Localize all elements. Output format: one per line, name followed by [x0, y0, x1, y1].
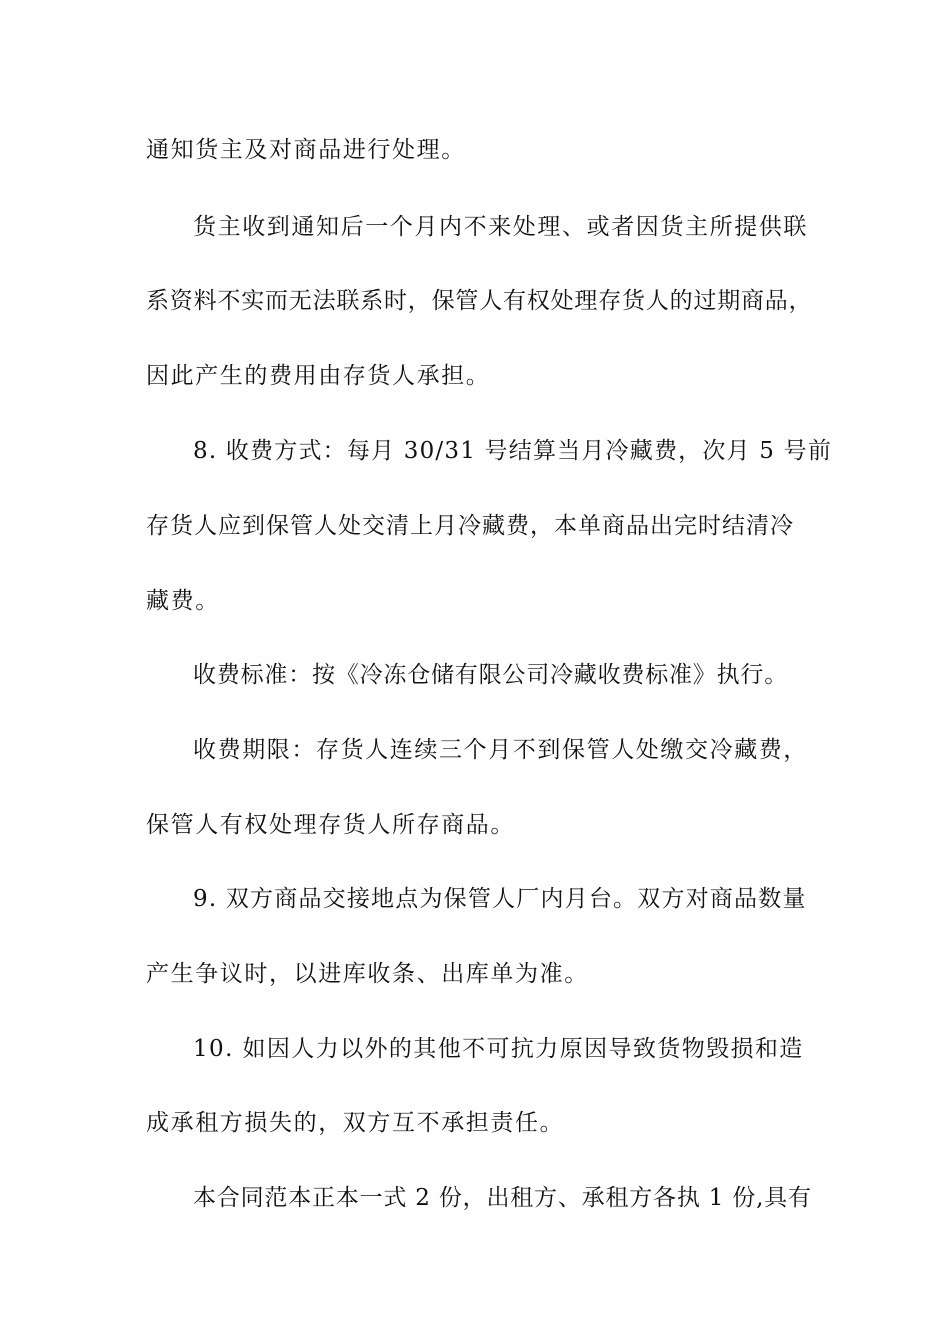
paragraph-line: 因此产生的费用由存货人承担。 — [146, 363, 491, 389]
paragraph-line: 8. 收费方式：每月 30/31 号结算当月冷藏费，次月 5 号前 — [193, 438, 833, 464]
paragraph-line: 收费期限：存货人连续三个月不到保管人处缴交冷藏费， — [193, 737, 808, 763]
paragraph-line: 本合同范本正本一式 2 份，出租方、承租方各执 1 份,具有 — [193, 1185, 812, 1211]
paragraph-line: 通知货主及对商品进行处理。 — [146, 137, 466, 163]
paragraph-line: 保管人有权处理存货人所存商品。 — [146, 812, 515, 838]
paragraph-line: 9. 双方商品交接地点为保管人厂内月台。双方对商品数量 — [193, 886, 807, 912]
paragraph-line: 存货人应到保管人处交清上月冷藏费，本单商品出完时结清冷 — [146, 513, 794, 539]
paragraph-line: 收费标准：按《冷冻仓储有限公司冷藏收费标准》执行。 — [193, 662, 788, 688]
paragraph-line: 产生争议时，以进库收条、出库单为准。 — [146, 961, 589, 987]
paragraph-line: 系资料不实而无法联系时，保管人有权处理存货人的过期商品， — [146, 288, 813, 314]
paragraph-line: 成承租方损失的，双方互不承担责任。 — [146, 1110, 565, 1136]
paragraph-line: 货主收到通知后一个月内不来处理、或者因货主所提供联 — [193, 214, 808, 240]
paragraph-line: 藏费。 — [146, 588, 220, 614]
paragraph-line: 10. 如因人力以外的其他不可抗力原因导致货物毁损和造 — [193, 1036, 804, 1062]
